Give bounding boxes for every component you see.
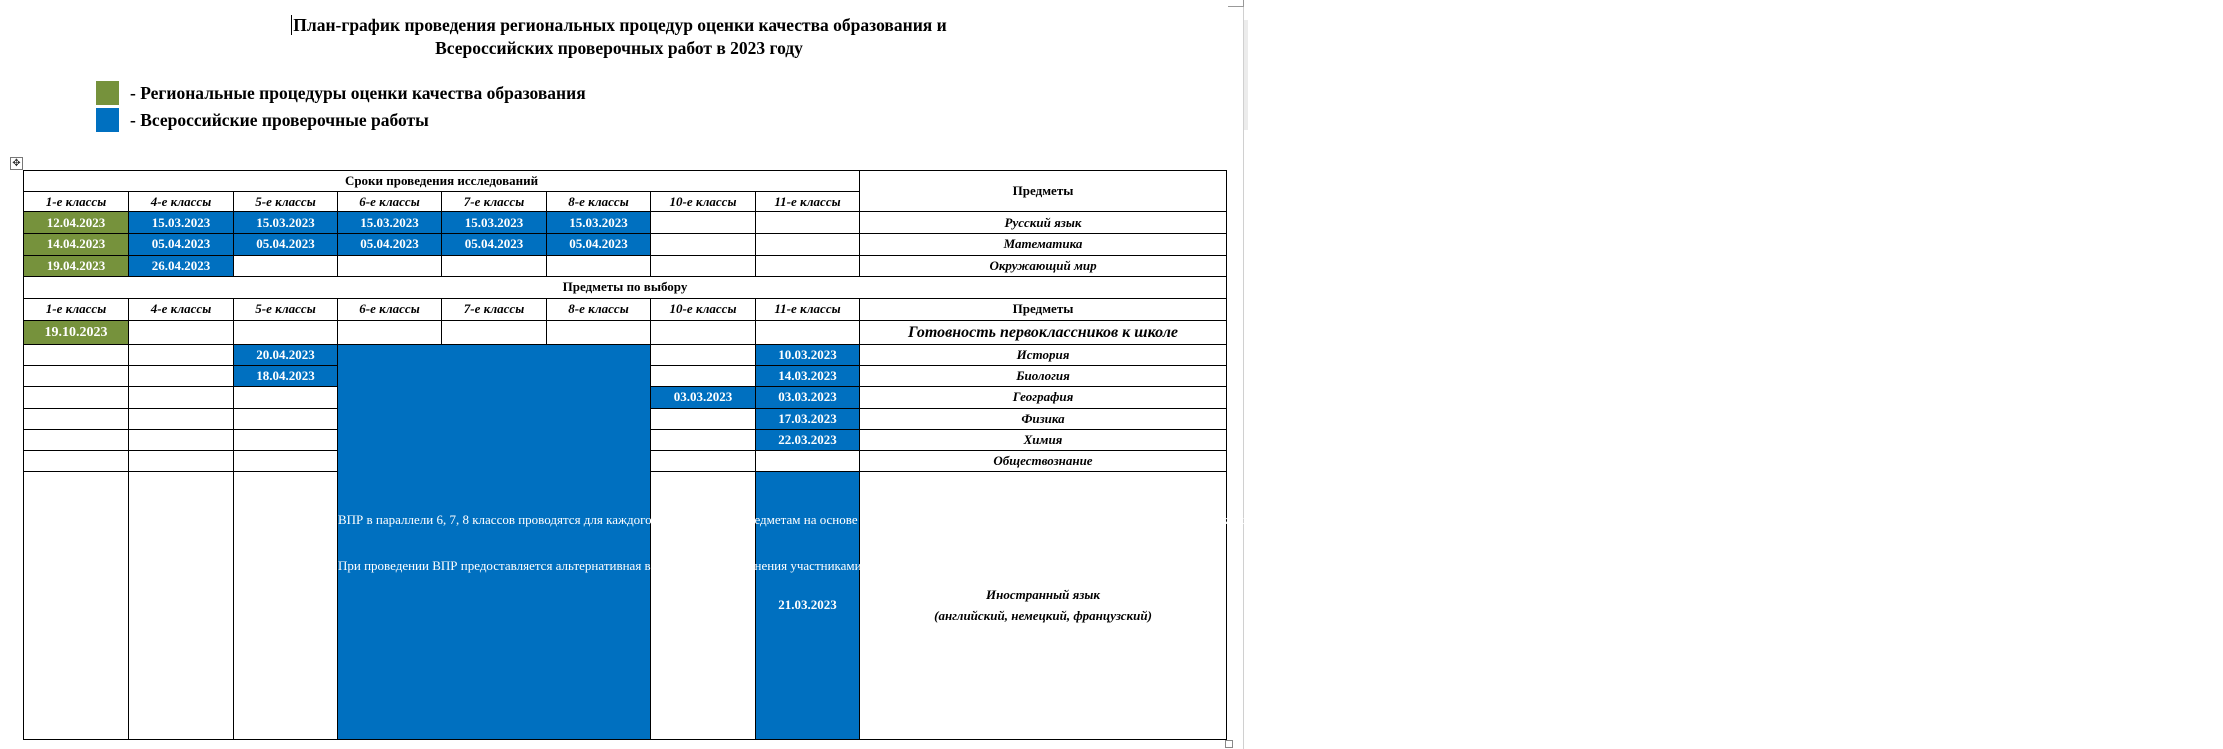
empty-cell: [24, 471, 129, 739]
class-header: 4-е классы: [129, 298, 234, 320]
class-header: 7-е классы: [442, 192, 547, 212]
date-cell: 18.04.2023: [234, 366, 338, 387]
empty-cell: [547, 320, 651, 344]
subject-cell: Окружающий мир: [860, 255, 1227, 276]
class-header: 4-е классы: [129, 192, 234, 212]
foreign-subject-title: Иностранный язык: [986, 587, 1101, 603]
empty-cell: [442, 320, 547, 344]
empty-cell: [24, 387, 129, 408]
table-resize-handle[interactable]: [1225, 740, 1233, 748]
empty-cell: [24, 429, 129, 450]
schedule-table: [23, 170, 2223, 740]
date-cell: 14.03.2023: [756, 366, 860, 387]
page-corner-mark: [1228, 0, 1244, 7]
class-header: 10-е классы: [651, 192, 756, 212]
date-cell: 12.04.2023: [24, 212, 129, 234]
empty-cell: [756, 255, 860, 276]
section-header: Предметы по выбору: [24, 276, 1227, 298]
class-header: 11-е классы: [756, 298, 860, 320]
date-cell: 15.03.2023: [338, 212, 442, 234]
empty-cell: [129, 387, 234, 408]
class-header: 8-е классы: [547, 298, 651, 320]
subject-cell: Физика: [860, 408, 1227, 429]
note-text: системе оценки качества образования.: [2010, 512, 2223, 528]
date-cell: 17.03.2023: [756, 408, 860, 429]
subject-cell: Русский язык: [860, 212, 1227, 234]
empty-cell: [129, 366, 234, 387]
note-emphasis: в Федеральной информационной: [1744, 508, 2008, 529]
empty-cell: [442, 255, 547, 276]
empty-cell: [651, 212, 756, 234]
empty-cell: [547, 255, 651, 276]
empty-cell: [756, 450, 860, 471]
date-cell: 15.03.2023: [442, 212, 547, 234]
empty-cell: [651, 366, 756, 387]
subject-cell: Математика: [860, 234, 1227, 255]
date-cell: 05.04.2023: [547, 234, 651, 255]
title-line-2: Всероссийских проверочных работ в 2023 году: [435, 38, 803, 58]
subject-cell: Обществознание: [860, 450, 1227, 471]
date-cell: 05.04.2023: [234, 234, 338, 255]
empty-cell: [129, 471, 234, 739]
foreign-subject-languages: (английский, немецкий, французский): [934, 608, 1152, 624]
date-cell: 15.03.2023: [234, 212, 338, 234]
empty-cell: [651, 234, 756, 255]
empty-cell: [651, 408, 756, 429]
date-cell: 21.03.2023: [756, 471, 860, 739]
empty-cell: [756, 212, 860, 234]
empty-cell: [234, 320, 338, 344]
empty-cell: [651, 450, 756, 471]
empty-cell: [129, 320, 234, 344]
class-header: 7-е классы: [442, 298, 547, 320]
empty-cell: [129, 408, 234, 429]
empty-cell: [129, 450, 234, 471]
empty-cell: [651, 320, 756, 344]
subject-cell: Готовность первоклассников к школе: [860, 320, 1227, 344]
date-cell: 10.03.2023: [756, 345, 860, 366]
class-header: 5-е классы: [234, 192, 338, 212]
date-cell: 19.10.2023: [24, 320, 129, 344]
empty-cell: [24, 450, 129, 471]
subject-cell: География: [860, 387, 1227, 408]
class-header: 6-е классы: [338, 192, 442, 212]
legend-label: - Всероссийские проверочные работы: [130, 109, 429, 130]
table-move-handle-icon[interactable]: ✥: [10, 157, 23, 170]
empty-cell: [756, 234, 860, 255]
title-line-1: План-график проведения региональных процедур оценки качества образования и: [293, 15, 947, 35]
empty-cell: [234, 387, 338, 408]
note-text: При проведении ВПР предоставляется альтернативная возможность выполнения участниками работ в компьютерной форме.: [338, 558, 1032, 574]
empty-cell: [651, 429, 756, 450]
empty-cell: [234, 471, 338, 739]
vertical-scrollbar[interactable]: [1244, 20, 1248, 130]
date-cell: 19.04.2023: [24, 255, 129, 276]
empty-cell: [129, 345, 234, 366]
date-cell: 03.03.2023: [756, 387, 860, 408]
empty-cell: [234, 429, 338, 450]
empty-cell: [651, 255, 756, 276]
subject-cell: История: [860, 345, 1227, 366]
class-header: 8-е классы: [547, 192, 651, 212]
class-header: 1-е классы: [24, 298, 129, 320]
date-cell: 05.04.2023: [338, 234, 442, 255]
date-cell: 05.04.2023: [442, 234, 547, 255]
legend-label: - Региональные процедуры оценки качества образования: [130, 82, 586, 103]
empty-cell: [338, 255, 442, 276]
empty-cell: [756, 320, 860, 344]
date-cell: 03.03.2023: [651, 387, 756, 408]
subject-cell: Химия: [860, 429, 1227, 450]
document-title: [0, 14, 1238, 60]
blue-swatch: [96, 108, 119, 132]
empty-cell: [234, 408, 338, 429]
date-cell: 22.03.2023: [756, 429, 860, 450]
subject-cell: Биология: [860, 366, 1227, 387]
date-cell: 26.04.2023: [129, 255, 234, 276]
empty-cell: [24, 408, 129, 429]
empty-cell: [234, 255, 338, 276]
subjects-header: Предметы: [860, 171, 1227, 212]
legend-regional: [96, 81, 586, 105]
empty-cell: [24, 366, 129, 387]
class-header: 6-е классы: [338, 298, 442, 320]
class-header: 5-е классы: [234, 298, 338, 320]
date-cell: 20.04.2023: [234, 345, 338, 366]
date-cell: 14.04.2023: [24, 234, 129, 255]
date-cell: 15.03.2023: [547, 212, 651, 234]
legend-vpr: [96, 108, 429, 132]
empty-cell: [24, 345, 129, 366]
section-header: Сроки проведения исследований: [24, 171, 860, 192]
date-cell: 05.04.2023: [129, 234, 234, 255]
class-header: 1-е классы: [24, 192, 129, 212]
empty-cell: [338, 320, 442, 344]
empty-cell: [651, 345, 756, 366]
class-header: 11-е классы: [756, 192, 860, 212]
green-swatch: [96, 81, 119, 105]
subjects-header: Предметы: [860, 298, 1227, 320]
empty-cell: [234, 450, 338, 471]
empty-cell: [129, 429, 234, 450]
date-cell: 15.03.2023: [129, 212, 234, 234]
note-text: ВПР в параллели 6, 7, 8 классов проводятся для каждого класса по двум предметам на основе случайного выбора. Информация о распределении предметов по классам в параллели предоставляется в образовательную организацию через личный кабинет: [338, 512, 1741, 528]
class-header: 10-е классы: [651, 298, 756, 320]
